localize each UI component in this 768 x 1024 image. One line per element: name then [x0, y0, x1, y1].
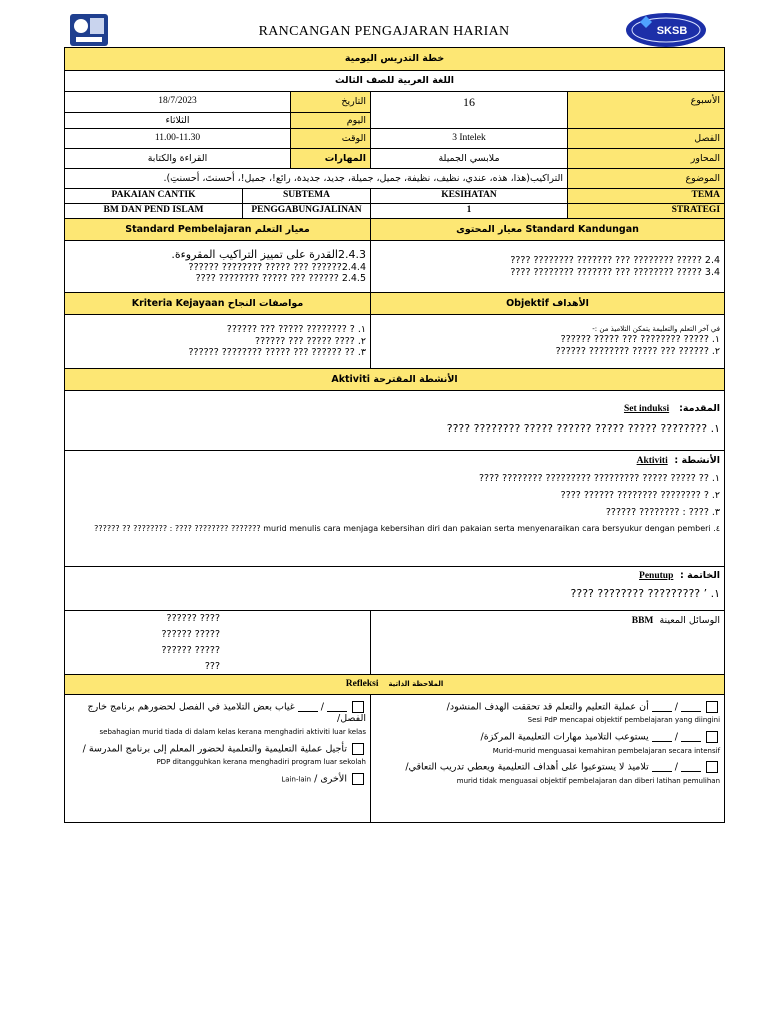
penggabungjalinan-label: PENGGABUNGJALINAN [243, 204, 371, 219]
set-induksi-item: ١. ???????? ????? ????? ?????? ????? ???????? ???? [446, 421, 721, 435]
reflection-note: sebahagian murid tiada di dalam kelas kerana menghadiri aktiviti luar kelas [99, 728, 366, 737]
penutup-heading: الخاتمة : Penutup [639, 570, 721, 581]
aktiviti-heading: الأنشطة : Aktiviti [636, 455, 721, 466]
day-value: الثلاثاء [65, 113, 291, 129]
subtema-label: SUBTEMA [243, 189, 371, 204]
theme-value: ملابسي الجميلة [371, 149, 568, 169]
bbm-item: ??? [204, 660, 220, 672]
reflection-checkbox[interactable] [706, 761, 718, 773]
bbm-heading: الوسائل المعينة BBM [631, 615, 721, 626]
subtema-value: PAKAIAN CANTIK [65, 189, 243, 204]
date-label: التاريخ [291, 92, 371, 113]
reflection-checkbox[interactable] [352, 773, 364, 785]
set-induksi-heading: المقدمة: Set induksi [623, 403, 721, 414]
topic-label: الموضوع [568, 169, 725, 189]
objektif-item: ١. ????? ???????? ??? ????? ?????? [560, 334, 721, 345]
activities-header: Aktiviti الأنشطة المقترحة [65, 369, 725, 391]
week-label: الأسبوع [568, 92, 725, 129]
reflection-option: / أن عملية التعليم والتعلم قد تحققت الهدف المنشود/ [375, 701, 720, 713]
aktiviti-item: ٢. ? ???????? ???????? ?????? ???? [560, 489, 721, 501]
tema-value: KESIHATAN [371, 189, 568, 204]
lesson-plan-table [64, 47, 725, 823]
reflection-note: murid tidak menguasai objektif pembelajaran dan diberi latihan pemulihan [456, 776, 721, 785]
aktiviti-item: ١. ?? ????? ????? ????????? ????????? ???????? ???? [478, 472, 721, 484]
reflection-checkbox[interactable] [706, 731, 718, 743]
skill-label: المهارات [291, 149, 371, 169]
week-value: 16 [371, 92, 568, 129]
skill-value: القراءة والكتابة [65, 149, 291, 169]
pembelajaran-label: Standard Pembelajaran معيار التعلم [65, 219, 371, 241]
reflection-header: Refleksi الملاحظة الذاتية [65, 675, 725, 695]
bbm-item: ???? ?????? [166, 613, 220, 624]
bbm-item: ????? ?????? [161, 644, 220, 656]
penutup-section [65, 567, 725, 611]
time-value: 11.00-11.30 [65, 129, 291, 149]
time-label: الوقت [291, 129, 371, 149]
reflection-checkbox[interactable] [352, 701, 364, 713]
bbm-label-cell [371, 611, 725, 675]
penggabungjalinan-value: BM DAN PEND ISLAM [65, 204, 243, 219]
kriteria-item: ٣. ?? ?????? ??? ????? ???????? ?????? [188, 347, 366, 359]
reflection-option: / تلاميذ لا يستوعبوا على أهداف التعليمية ويعطي تدريب التعاقي/ [375, 761, 720, 773]
class-label: الفصل [568, 129, 725, 149]
reflection-note: Sesi PdP mencapai objektif pembelajaran yang diingini [527, 716, 721, 725]
plan-title: خطة التدريس اليومية [65, 48, 725, 71]
reflection-option: / غياب بعض التلاميذ في الفصل لحضورهم برنامج خارج الفصل/ [87, 701, 366, 725]
kriteria-item: ١. ? ???????? ????? ??? ?????? [226, 323, 366, 335]
kandungan-list [371, 241, 725, 293]
reflection-option: الأخرى / Lain-lain [69, 773, 366, 785]
class-value: 3 Intelek [371, 129, 568, 149]
svg-text:SKSB: SKSB [656, 25, 688, 37]
kriteria-item: ٢. ???? ????? ??? ?????? [255, 335, 366, 347]
objektif-label: Objektif الأهداف [371, 293, 725, 315]
aktiviti-item: ٤. murid menulis cara menjaga kebersihan diri dan pakaian serta menyenaraikan cara bersyukur dengan pemberi ??????? ???????? ???? : ???????? ?? ?????? [94, 523, 721, 533]
date-value: 18/7/2023 [65, 92, 291, 113]
set-induksi-section [65, 391, 725, 451]
tema-label: TEMA [568, 189, 725, 204]
day-label: اليوم [291, 113, 371, 129]
pembelajaran-item: 2.4.5 ?????? ??? ????? ???????? ???? [195, 273, 366, 285]
kandungan-item: 3.4 ????? ???????? ??? ??????? ???????? ???? [510, 266, 721, 278]
reflection-checkbox[interactable] [706, 701, 718, 713]
pembelajaran-item: 2.4.4?????? ??? ????? ???????? ?????? [188, 261, 366, 273]
objektif-list [371, 315, 725, 369]
kriteria-label: Kriteria Kejayaan مواصفات النجاح [65, 293, 371, 315]
penutup-item: ١. ’ ????????? ???????? ???? [570, 586, 721, 600]
reflection-checkbox[interactable] [352, 743, 364, 755]
objektif-intro: في آخر التعلم والتعليمة يتمكن التلاميذ من :- [592, 325, 721, 334]
reflection-option: تأجيل عملية التعليمية والتعلمية لحضور المعلم إلى برنامج المدرسة / [69, 743, 366, 755]
reflection-note: Murid-murid menguasai kemahiran pembelajaran secara intensif [492, 746, 721, 755]
pembelajaran-list [65, 241, 371, 293]
strategi-value: 1 [371, 204, 568, 219]
kandungan-item: 2.4 ????? ???????? ??? ??????? ???????? ???? [510, 254, 721, 266]
pembelajaran-item: 2.4.3القدرة على تمييز التراكيب المقروءة. [171, 247, 366, 261]
strategi-label: STRATEGI [568, 204, 725, 219]
topic-value: التراكيب(هذا، هذه، عندي، نظيف، نظيفة، جميل، جميلة، جديد، جديدة، رائع!، جميل!، أحسنتَ، أحسنتِ). [65, 169, 568, 189]
bbm-item: ????? ?????? [161, 628, 220, 640]
theme-label: المحاور [568, 149, 725, 169]
objektif-item: ٢. ?????? ??? ????? ???????? ?????? [555, 345, 721, 357]
aktiviti-section [65, 451, 725, 567]
reflection-right [371, 695, 725, 823]
kandungan-label: معيار المحتوى Standard Kandungan [371, 219, 725, 241]
reflection-option: / يستوعب التلاميذ مهارات التعليمية المركزة/ [375, 731, 720, 743]
kriteria-list [65, 315, 371, 369]
reflection-left [65, 695, 371, 823]
plan-subtitle: اللغة العربية للصف الثالث [65, 71, 725, 92]
aktiviti-item: ٣. ???? : ???????? ?????? [605, 506, 721, 518]
reflection-note: PDP ditangguhkan kerana menghadiri program luar sekolah [156, 758, 366, 767]
page-title: RANCANGAN PENGAJARAN HARIAN [258, 24, 510, 39]
bbm-list [65, 611, 371, 675]
